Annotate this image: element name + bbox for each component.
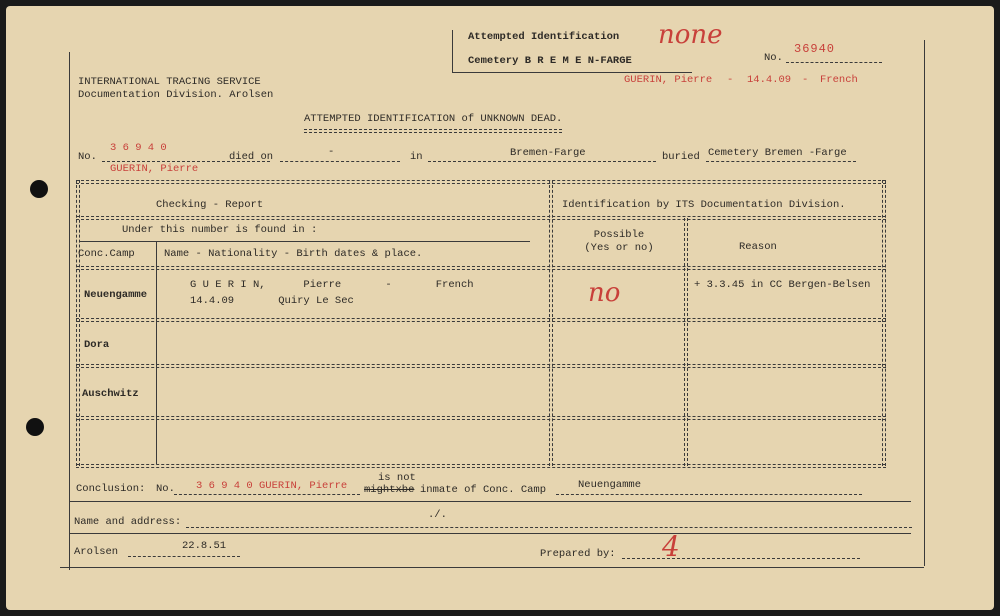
- conclusion-camp: Neuengamme: [578, 479, 642, 491]
- conclusion-camp-underline: [556, 494, 862, 495]
- row-camp: Auschwitz: [82, 388, 139, 400]
- record-name-value: GUERIN, Pierre: [110, 163, 199, 175]
- conclusion-struck: mightxbe: [364, 484, 415, 496]
- col-header-reason: Reason: [739, 241, 777, 253]
- conclusion-rule: [69, 501, 911, 502]
- org-line1: INTERNATIONAL TRACING SERVICE: [78, 76, 261, 88]
- frame-right: [924, 40, 925, 566]
- header-title: Attempted Identification: [468, 31, 620, 43]
- handwritten-note: none: [658, 20, 723, 50]
- row-reason: + 3.3.45 in CC Bergen-Belsen: [694, 279, 871, 291]
- header-cemetery: Cemetery B R E M E N-FARGE: [468, 55, 632, 67]
- row-name-line1: G U E R I N, Pierre - French: [190, 279, 474, 291]
- table-row-rule-3: [76, 416, 886, 420]
- header-box-bottom: [452, 72, 692, 73]
- table-mid-divider: [549, 180, 553, 466]
- form-title-underline: [304, 129, 562, 133]
- table-colheader-rule: [76, 266, 886, 270]
- record-died-on-label: died on: [229, 151, 274, 163]
- footer-rule: [60, 567, 924, 568]
- record-buried-underline: [706, 161, 856, 162]
- name-address-underline: [186, 527, 912, 528]
- table-bottom-border: [76, 464, 886, 468]
- col-header-possible: Possible (Yes or no): [584, 229, 654, 254]
- record-in-underline: [428, 161, 656, 162]
- footer-prepared-label: Prepared by:: [540, 548, 616, 560]
- header-no-underline: [786, 62, 882, 63]
- conclusion-inmate: inmate of Conc. Camp: [420, 484, 547, 496]
- footer-prepared-underline: [622, 558, 860, 559]
- document-card: [6, 6, 994, 610]
- name-address-value: ./.: [428, 509, 447, 521]
- table-header-rule: [76, 216, 886, 220]
- subject-sep1: -: [727, 74, 734, 86]
- table-left-border: [76, 180, 80, 466]
- record-no-value: 3 6 9 4 0: [110, 142, 167, 154]
- table-right-header: Identification by ITS Documentation Division.: [562, 199, 846, 211]
- record-buried-value: Cemetery Bremen -Farge: [708, 147, 847, 159]
- form-title: ATTEMPTED IDENTIFICATION of UNKNOWN DEAD.: [304, 113, 563, 125]
- table-row-rule-1: [76, 318, 886, 322]
- record-buried-label: buried: [662, 151, 700, 163]
- row-camp: Dora: [84, 339, 110, 351]
- table-reason-divider: [684, 218, 688, 466]
- table-right-border: [882, 180, 886, 466]
- conclusion-value: 3 6 9 4 0 GUERIN, Pierre: [196, 480, 348, 492]
- header-no-label: No.: [764, 52, 783, 64]
- row-possible: no: [588, 278, 621, 308]
- record-in-label: in: [410, 151, 423, 163]
- header-no-value: 36940: [794, 42, 836, 56]
- conclusion-value-underline: [174, 494, 360, 495]
- table-row-rule-2: [76, 364, 886, 368]
- record-died-on-underline: [280, 161, 400, 162]
- table-sub-header-rule: [80, 241, 530, 242]
- record-died-on-value: -: [328, 146, 335, 158]
- frame-left: [69, 52, 70, 570]
- conclusion-no-label: No.: [156, 483, 175, 495]
- subject-name: GUERIN, Pierre: [624, 74, 713, 86]
- footer-prepared-mark: 4: [662, 530, 680, 563]
- record-no-label: No.: [78, 151, 97, 163]
- name-address-label: Name and address:: [74, 516, 182, 528]
- subject-sep2: -: [802, 74, 809, 86]
- subject-date: 14.4.09: [747, 74, 792, 86]
- org-line2: Documentation Division. Arolsen: [78, 89, 274, 101]
- table-camp-divider: [156, 242, 157, 464]
- conclusion-is-not: is not: [378, 472, 416, 484]
- record-in-value: Bremen-Farge: [510, 147, 586, 159]
- punch-hole-top: [30, 180, 48, 198]
- subject-nationality: French: [820, 74, 858, 86]
- row-camp: Neuengamme: [84, 289, 148, 301]
- col-header-camp: Conc.Camp: [78, 248, 135, 260]
- table-sub-header: Under this number is found in :: [122, 224, 318, 236]
- header-box-left: [452, 30, 453, 72]
- row-name-line2: 14.4.09 Quiry Le Sec: [190, 295, 354, 307]
- table-left-header: Checking - Report: [156, 199, 264, 211]
- footer-place: Arolsen: [74, 546, 119, 558]
- punch-hole-bottom: [26, 418, 44, 436]
- col-header-name: Name - Nationality - Birth dates & place.: [164, 248, 423, 260]
- footer-date-underline: [128, 556, 240, 557]
- table-top-border: [76, 180, 886, 184]
- footer-date: 22.8.51: [182, 540, 227, 552]
- conclusion-label: Conclusion:: [76, 483, 146, 495]
- name-address-rule: [69, 533, 911, 534]
